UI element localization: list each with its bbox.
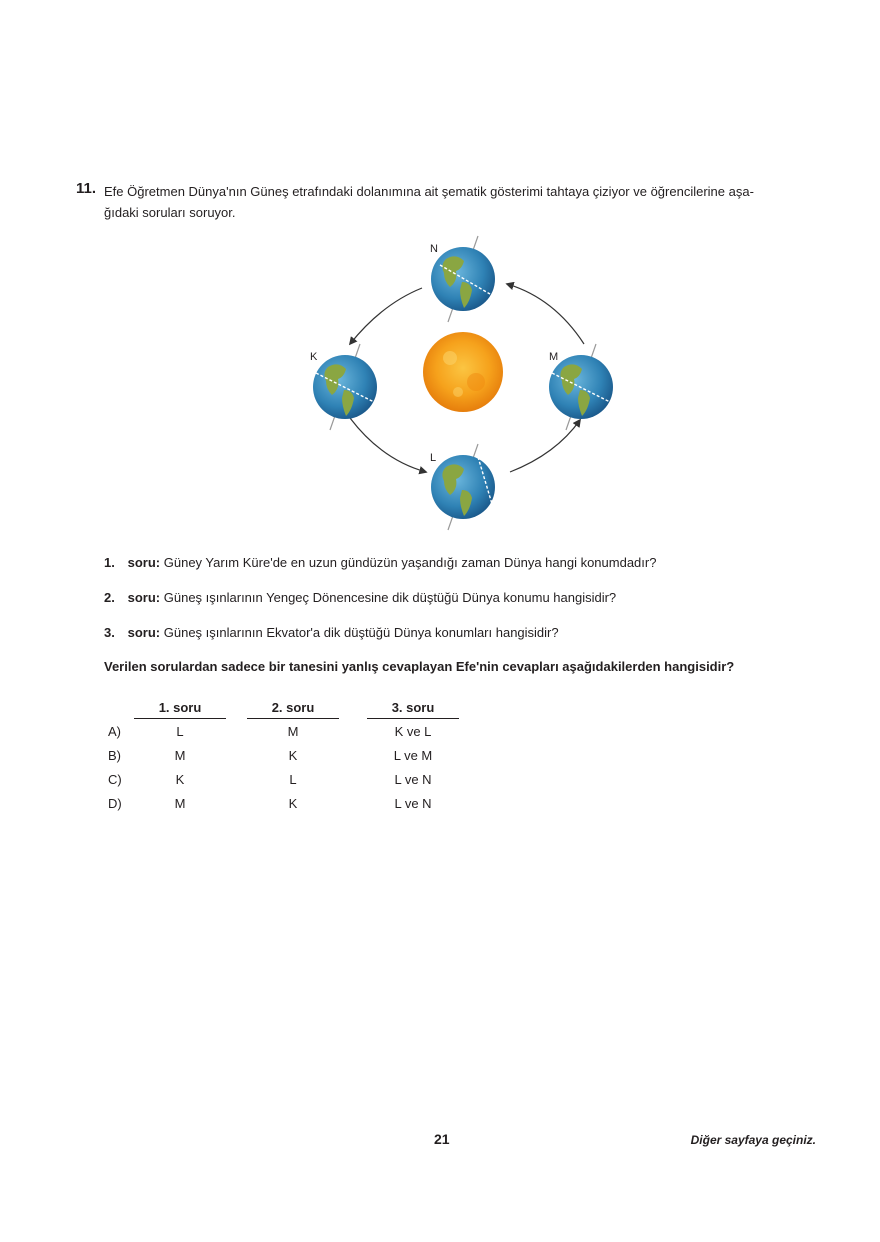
earth-position-l	[431, 444, 495, 530]
option-d-cell-1: M	[174, 796, 186, 811]
page-number: 21	[434, 1131, 450, 1147]
label-k: K	[310, 351, 318, 363]
sub-question-text: Güney Yarım Küre'de en uzun gündüzün yaşandığı zaman Dünya hangi konumdadır?	[163, 555, 657, 570]
sub-question-label: soru:	[127, 625, 161, 640]
option-c-cell-1: K	[175, 772, 185, 787]
sub-question-number: 3.	[104, 625, 115, 640]
sun	[423, 332, 503, 412]
orbit-arrow-k-to-l	[350, 418, 426, 472]
option-b-cell-3: L ve M	[393, 748, 433, 763]
column-header-1: 1. soru	[134, 700, 226, 719]
orbit-arrow-m-to-n	[507, 284, 584, 344]
next-page-note: Diğer sayfaya geçiniz.	[690, 1133, 816, 1147]
orbit-arrow-l-to-m	[510, 420, 580, 472]
question-stem-line-2: ğıdaki soruları soruyor.	[104, 205, 236, 220]
label-l: L	[430, 452, 437, 464]
column-header-3: 3. soru	[367, 700, 459, 719]
orbit-arrow-n-to-k	[350, 288, 422, 344]
option-d-cell-2: K	[288, 796, 298, 811]
earth-position-m	[549, 344, 613, 430]
sub-question-number: 2.	[104, 590, 115, 605]
question-prompt: Verilen sorulardan sadece bir tanesini yanlış cevaplayan Efe'nin cevapları aşağıdakilerden hangisidir?	[104, 659, 735, 674]
option-a-label[interactable]: A)	[108, 724, 121, 739]
question-stem-line-1: Efe Öğretmen Dünya'nın Güneş etrafındaki dolanımına ait şematik gösterimi tahtaya çiziyor ve öğrencilerine aşa-	[104, 184, 754, 199]
option-b-cell-2: K	[288, 748, 298, 763]
option-d-label[interactable]: D)	[108, 796, 122, 811]
sub-question-label: soru:	[127, 555, 161, 570]
sub-question-text: Güneş ışınlarının Ekvator'a dik düştüğü Dünya konumları hangisidir?	[163, 625, 559, 640]
earth-position-k	[313, 344, 377, 430]
column-header-2: 2. soru	[247, 700, 339, 719]
option-d-cell-3: L ve N	[394, 796, 432, 811]
option-a-cell-3: K ve L	[394, 724, 432, 739]
question-stem	[104, 181, 820, 223]
sub-question-2	[104, 590, 616, 605]
sub-question-text: Güneş ışınlarının Yengeç Dönencesine dik düştüğü Dünya konumu hangisidir?	[163, 590, 617, 605]
option-b-label[interactable]: B)	[108, 748, 121, 763]
earth-position-n	[431, 236, 495, 322]
option-c-cell-3: L ve N	[394, 772, 432, 787]
sub-question-label: soru:	[127, 590, 161, 605]
option-a-cell-1: L	[176, 724, 184, 739]
option-c-label[interactable]: C)	[108, 772, 122, 787]
label-m: M	[549, 351, 559, 363]
sub-question-3	[104, 625, 559, 640]
earth-orbit-diagram	[300, 232, 630, 532]
label-n: N	[430, 243, 438, 255]
sub-question-number: 1.	[104, 555, 115, 570]
option-a-cell-2: M	[287, 724, 299, 739]
option-b-cell-1: M	[174, 748, 186, 763]
option-c-cell-2: L	[289, 772, 297, 787]
question-number: 11.	[76, 180, 97, 197]
sub-question-1	[104, 555, 656, 570]
